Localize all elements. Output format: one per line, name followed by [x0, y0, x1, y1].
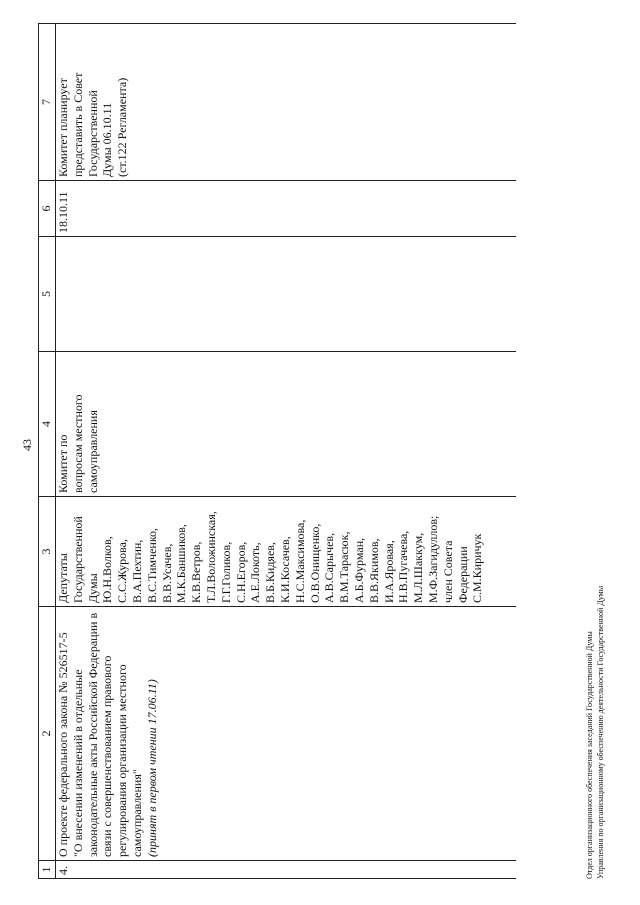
initiator-line: М.Ф.Загидуллов;	[425, 515, 440, 603]
initiators-list	[56, 500, 485, 603]
initiator-line: В.С.Тимченко,	[144, 527, 159, 603]
row-number: 4.	[56, 861, 517, 879]
committee-line: вопросам местного	[70, 394, 85, 493]
committee-cell	[56, 352, 517, 497]
header-col-3: 3	[39, 497, 56, 607]
committee-note	[56, 27, 130, 177]
initiator-line: В.Б.Кидяев,	[263, 542, 278, 603]
initiator-line: В.М.Тарасюк,	[337, 531, 352, 603]
initiator-line: В.В.Усачев,	[159, 543, 174, 603]
note-cell	[56, 24, 517, 181]
initiator-line: О.В.Онищенко,	[307, 523, 322, 603]
bill-title-line: "О внесении изменений в отдельные	[70, 669, 85, 857]
header-col-2: 2	[39, 607, 56, 861]
initiator-line: Ю.Н.Волков,	[100, 536, 115, 603]
initiator-line: Депутаты	[56, 553, 70, 603]
bill-reading-note: (принят в первом чтении 17.06.11)	[144, 679, 159, 857]
footer-line-1: Отдел организационного обеспечения заседаний Государственной Думы	[585, 631, 594, 879]
initiator-line: М.Л.Шаккум,	[411, 532, 426, 603]
header-row	[39, 24, 56, 879]
bill-title-line: регулирования организации местного	[115, 664, 130, 857]
initiator-line: член Совета	[440, 540, 455, 603]
initiator-line: С.М.Киричук	[470, 533, 485, 603]
header-col-1: 1	[39, 861, 56, 879]
note-line: представить в Совет	[70, 72, 85, 177]
initiator-line: Государственной	[70, 516, 85, 603]
initiator-line: К.И.Косачев,	[277, 536, 292, 603]
initiator-line: А.Б.Фурман,	[351, 537, 366, 603]
initiator-line: С.Н.Егоров,	[233, 541, 248, 603]
initiator-line: А.В.Сарычев,	[322, 532, 337, 603]
initiator-line: И.А.Яровая,	[381, 540, 396, 603]
page-number: 43	[20, 439, 34, 451]
bills-table	[38, 23, 516, 879]
initiator-line: А.Е.Локоть,	[248, 542, 263, 603]
bill-title-line: законодательные акты Российской Федерации в	[85, 612, 100, 857]
table-row	[56, 24, 517, 879]
footer	[584, 586, 606, 879]
date-cell: 18.10.11	[56, 181, 517, 237]
initiator-line: Г.Г.Голиков,	[218, 541, 233, 603]
initiator-line: К.В.Ветров,	[189, 541, 204, 603]
footer-line-2: Управления по организационному обеспечению деятельности Государственной Думы	[596, 585, 605, 879]
note-line: Думы 06.10.11	[100, 102, 115, 177]
header-col-6: 6	[39, 181, 56, 237]
committee-line: Комитет по	[56, 434, 70, 493]
bill-title-line: О проекте федерального закона № 526517-5	[56, 632, 70, 857]
initiator-line: Федерации	[455, 546, 470, 603]
bill-title	[56, 610, 145, 857]
initiator-line: Н.С.Максимова,	[292, 519, 307, 603]
initiator-line: В.А.Пехтин,	[129, 539, 144, 603]
initiator-line: Н.В.Пугачева,	[396, 530, 411, 603]
bill-title-cell	[56, 607, 517, 861]
initiator-line: В.В.Якимов,	[366, 538, 381, 603]
note-line: Государственной	[85, 90, 100, 177]
bill-title-line: связи с совершенствованием правового	[100, 655, 115, 857]
header-col-5: 5	[39, 237, 56, 352]
col5-cell	[56, 237, 517, 352]
bill-title-line: самоуправления"	[129, 769, 144, 857]
committee-name	[56, 355, 100, 493]
header-col-4: 4	[39, 352, 56, 497]
header-col-7: 7	[39, 24, 56, 181]
initiator-line: М.К.Баншиков,	[174, 524, 189, 603]
note-line: (ст.122 Регламента)	[115, 77, 130, 177]
document-sheet	[20, 20, 640, 885]
initiator-line: С.С.Журова,	[115, 538, 130, 603]
committee-line: самоуправления	[85, 410, 100, 493]
initiator-line: Т.Л.Воложинская,	[203, 511, 218, 603]
initiators-cell	[56, 497, 517, 607]
note-line: Комитет планирует	[56, 78, 70, 177]
initiator-line: Думы	[85, 573, 100, 603]
